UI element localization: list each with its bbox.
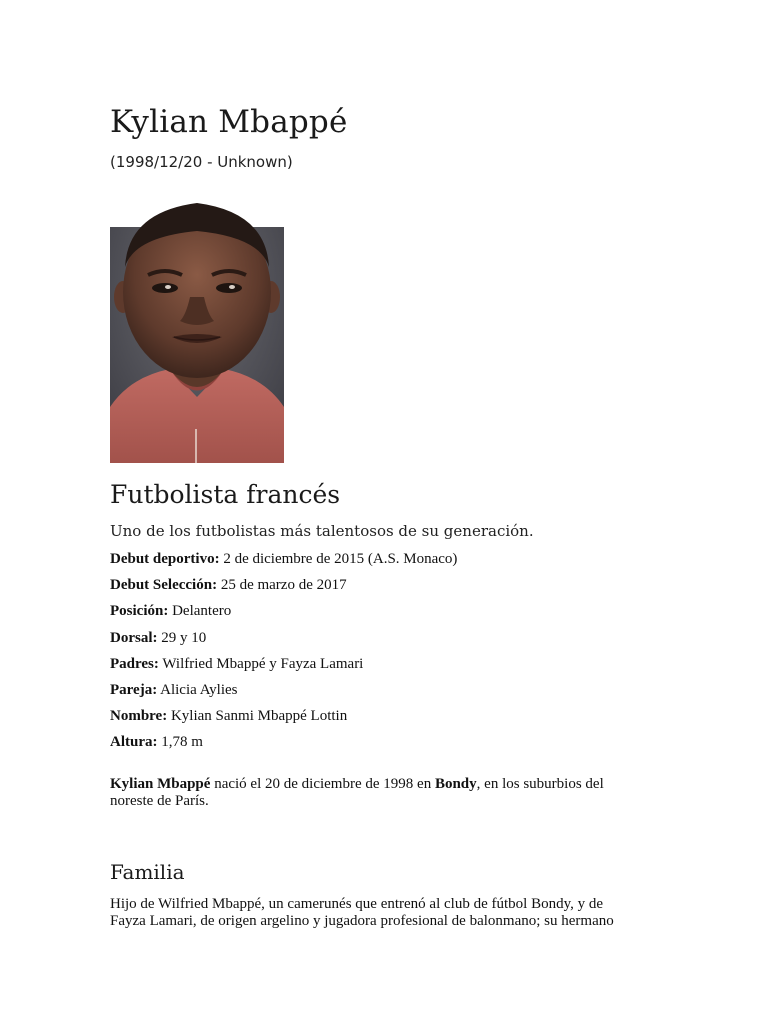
portrait-photo — [110, 197, 284, 463]
fact-key: Altura: — [110, 734, 158, 751]
fact-value: 2 de diciembre de 2015 (A.S. Monaco) — [219, 551, 458, 567]
fact-value: Alicia Aylies — [157, 681, 238, 698]
facts-list — [110, 550, 457, 760]
fact-dorsal — [110, 629, 457, 655]
fact-key: Dorsal: — [110, 629, 158, 646]
fact-value: 25 de marzo de 2017 — [217, 577, 347, 594]
bio-place: Bondy — [434, 776, 477, 792]
fact-padres — [110, 655, 457, 681]
fact-pareja — [110, 681, 457, 707]
fact-value: 1,78 m — [157, 734, 203, 751]
fact-value: Kylian Sanmi Mbappé Lottin — [167, 708, 348, 725]
section-subtitle: Futbolista francés — [110, 480, 341, 509]
fact-posicion — [110, 602, 457, 628]
bio-paragraph — [110, 776, 650, 810]
fact-nombre — [110, 707, 457, 733]
fact-key: Pareja: — [110, 681, 158, 698]
fact-key: Debut Selección: — [110, 577, 218, 594]
fact-key: Nombre: — [110, 708, 168, 725]
family-heading: Familia — [110, 860, 185, 884]
fact-debut-seleccion — [110, 576, 457, 602]
fact-key: Padres: — [110, 655, 159, 672]
fact-value: Delantero — [168, 603, 232, 620]
fact-key: Posición: — [110, 603, 169, 620]
fact-value: Wilfried Mbappé y Fayza Lamari — [158, 655, 364, 672]
bio-text-2: , en los suburbios del noreste de París. — [110, 776, 604, 809]
fact-debut-deportivo — [110, 550, 457, 576]
life-dates: (1998/12/20 - Unknown) — [110, 153, 293, 171]
bio-text-1: nació el 20 de diciembre de 1998 en — [210, 776, 435, 792]
page-title: Kylian Mbappé — [110, 104, 348, 140]
bio-name: Kylian Mbappé — [110, 776, 211, 792]
fact-value: 29 y 10 — [157, 629, 207, 646]
fact-key: Debut deportivo: — [110, 551, 220, 567]
tagline: Uno de los futbolistas más talentosos de su generación. — [110, 522, 534, 540]
fact-altura — [110, 733, 457, 759]
family-paragraph: Hijo de Wilfried Mbappé, un camerunés que entrenó al club de fútbol Bondy, y de Fayza Lamari, de origen argelino y jugadora profesional de balonmano; su hermano — [110, 896, 614, 929]
